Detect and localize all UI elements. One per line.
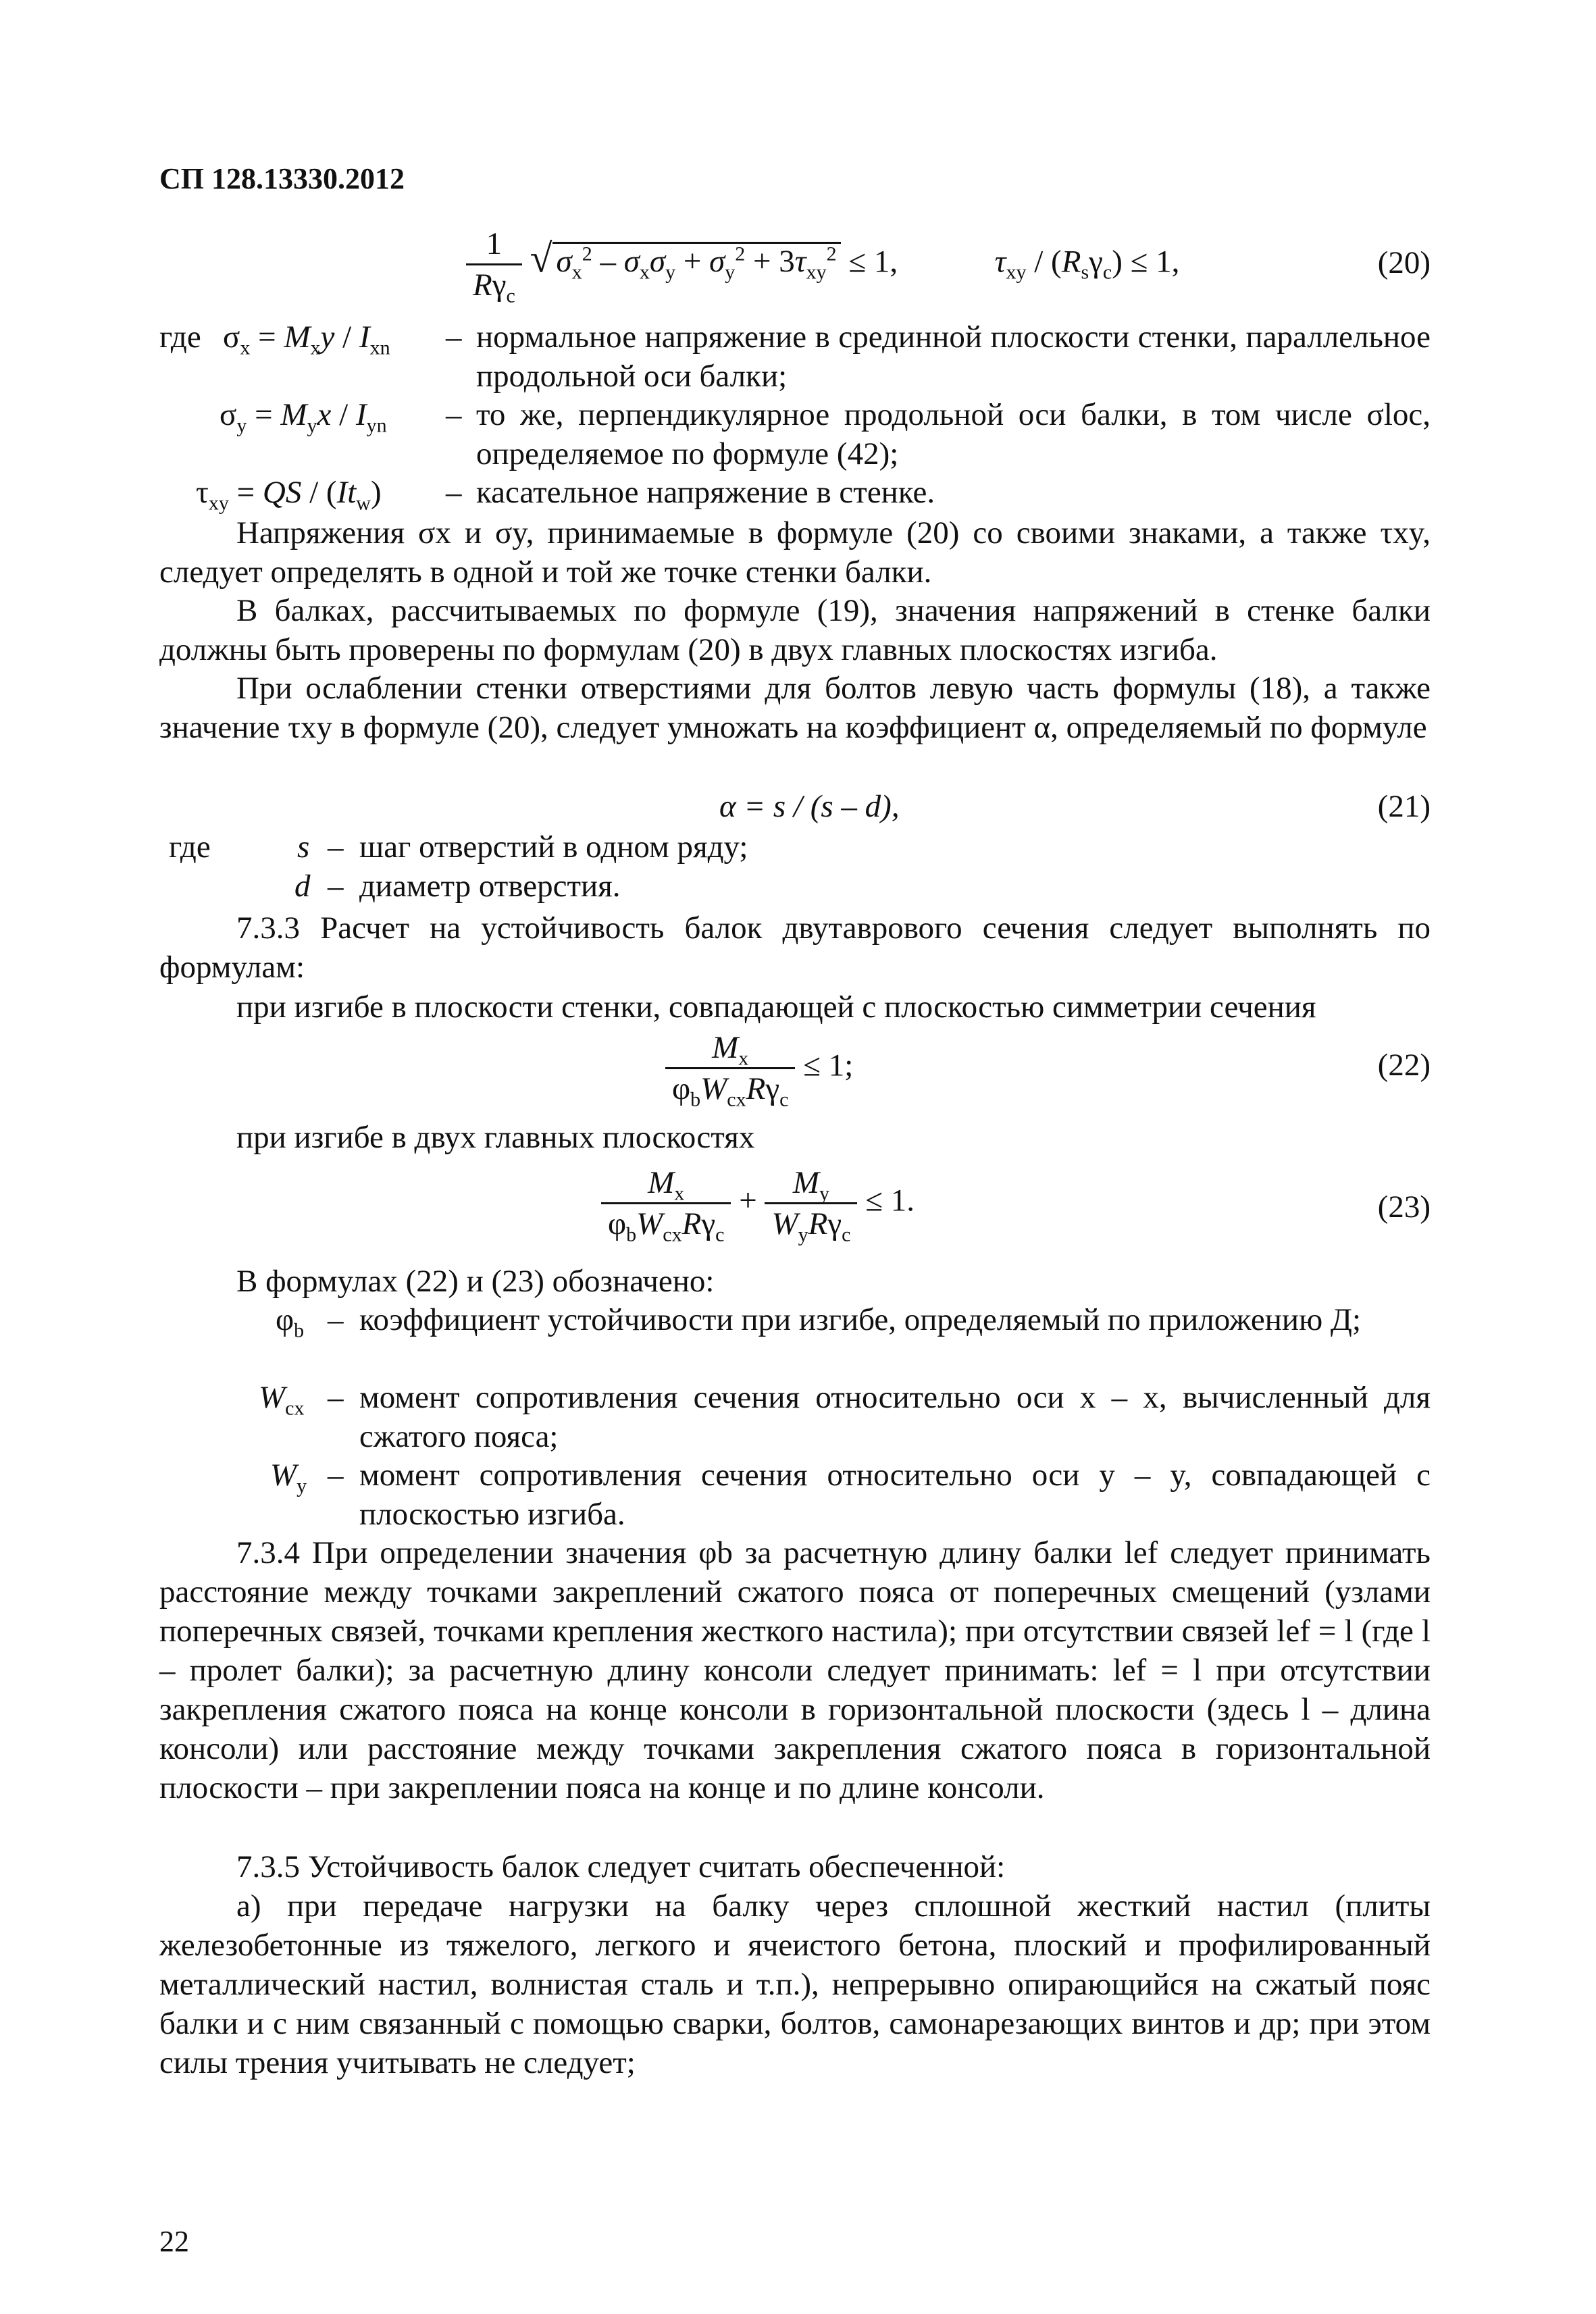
where-label-21: где	[169, 829, 211, 865]
w-cx-symbol: $W_{cx}$	[259, 1380, 305, 1420]
equation-number-23: (23)	[1377, 1189, 1431, 1225]
dash: –	[446, 475, 462, 510]
where-label: где	[159, 319, 201, 355]
dash: –	[328, 1458, 344, 1493]
formula-22-rhs: ≤ 1;	[803, 1048, 854, 1083]
formula-23-rhs: ≤ 1.	[865, 1183, 915, 1218]
equation-number-22: (22)	[1377, 1048, 1431, 1083]
formula-21: α = s / (s – d),	[719, 789, 900, 824]
notation-intro: В формулах (22) и (23) обозначено:	[236, 1264, 715, 1299]
tau-xy-symbol: $\tau_{xy}$ = QS / $(It_w)$	[196, 475, 382, 515]
dash: –	[328, 1380, 344, 1415]
dash: –	[328, 1302, 344, 1337]
dash: –	[446, 319, 462, 355]
sigma-x-symbol: $\sigma_x = M_xy / I_{xn}$	[223, 319, 390, 359]
formula-23: $\frac{M_x}{\varphi_bW_{cx}R\gamma_c}$ + $\frac{M_y}{W_yR\gamma_c}$ ≤ 1.	[601, 1163, 915, 1243]
s-symbol: s	[297, 829, 310, 865]
bending-in-web-plane: при изгибе в плоскости стенки, совпадающей с плоскостью симметрии сечения	[236, 989, 1316, 1025]
phi-b-symbol: $\varphi_b$	[276, 1302, 305, 1342]
equation-number-21: (21)	[1377, 789, 1431, 824]
bending-two-planes: при изгибе в двух главных плоскостях	[236, 1120, 755, 1155]
sigma-y-symbol: $\sigma_y = M_yx / I_{yn}$	[220, 397, 387, 437]
phi-b-description: коэффициент устойчивости при изгибе, определяемый по приложению Д;	[359, 1302, 1362, 1337]
formula-23-plus: +	[739, 1183, 757, 1218]
paragraph-beams-19: В балках, рассчитываемых по формуле (19), значения напряжений в стенке балки должны быть проверены по формулам (20) в двух главных плоскостях изгиба.	[159, 593, 1431, 667]
dash: –	[328, 869, 344, 904]
section-7-3-5: 7.3.5 Устойчивость балок следует считать обеспеченной:	[236, 1849, 1006, 1884]
equation-number-20: (20)	[1377, 245, 1431, 280]
d-description: диаметр отверстия.	[359, 869, 621, 904]
formula-20-cond1: ≤ 1,	[848, 244, 898, 280]
dash: –	[446, 397, 462, 432]
formula-20-cond2: ≤ 1,	[1130, 244, 1180, 280]
page-number: 22	[159, 2225, 189, 2258]
item-a: а) при передаче нагрузки на балку через сплошной жесткий настил (плиты железобетонные из тяжелого, легкого и ячеистого бетона, плоский и профилированный металлический настил, волнистая сталь и т.п.), непрерывно опирающийся на сжатый пояс балки и с ним связанный с помощью сварки, болтов, самонарезающих винтов и др; при этом силы трения учитывать не следует;	[159, 1888, 1431, 2080]
sigma-y-description: то же, перпендикулярное продольной оси балки, в том числе σloc, определяемое по формуле (42);	[476, 397, 1431, 471]
paragraph-stresses: Напряжения σx и σy, принимаемые в формуле (20) со своими знаками, а также τxy, следует определять в одной и той же точке стенки балки.	[159, 515, 1431, 590]
formula-22: $\frac{M_x}{\varphi_bW_{cx}R\gamma_c}$ ≤ 1;	[665, 1028, 853, 1108]
section-7-3-3: 7.3.3 Расчет на устойчивость балок двутаврового сечения следует выполнять по формулам:	[159, 910, 1431, 985]
d-symbol: d	[294, 869, 311, 904]
section-7-3-4: 7.3.4 При определении значения φb за расчетную длину балки lef следует принимать расстояние между точками закреплений сжатого пояса от поперечных смещений (узлами поперечных связей, точками крепления жесткого настила); при отсутствии связей lef = l (где l – пролет балки); за расчетную длину консоли следует принимать: lef = l при отсутствии закрепления сжатого пояса на конце консоли в горизонтальной плоскости (здесь l – длина консоли) или расстояние между точками закрепления сжатого пояса в горизонтальной плоскости – при закреплении пояса на конце и по длине консоли.	[159, 1535, 1431, 1805]
formula-20: $\frac{1}{R\gamma_c}$ √ $\sigma_x^2 - \sigma_x\sigma_y + \sigma_y^2 + 3\tau_{xy}^2 \le 1$, $\tau_{xy} / (R_s\gamma_c) \le 1$,	[466, 224, 1179, 305]
s-description: шаг отверстий в одном ряду;	[359, 829, 748, 865]
tau-xy-description: касательное напряжение в стенке.	[476, 475, 935, 510]
document-code: СП 128.13330.2012	[159, 162, 405, 195]
paragraph-bolt-holes: При ослаблении стенки отверстиями для болтов левую часть формулы (18), а также значение τxy в формуле (20), следует умножать на коэффициент α, определяемый по формуле	[159, 671, 1431, 745]
dash: –	[328, 829, 344, 865]
sigma-x-description: нормальное напряжение в срединной плоскости стенки, параллельное продольной оси балки;	[476, 319, 1431, 394]
w-y-symbol: $W_y$	[270, 1458, 307, 1497]
w-cx-description: момент сопротивления сечения относительно оси x – x, вычисленный для сжатого пояса;	[359, 1380, 1431, 1454]
w-y-description: момент сопротивления сечения относительно оси y – y, совпадающей с плоскостью изгиба.	[359, 1458, 1431, 1532]
